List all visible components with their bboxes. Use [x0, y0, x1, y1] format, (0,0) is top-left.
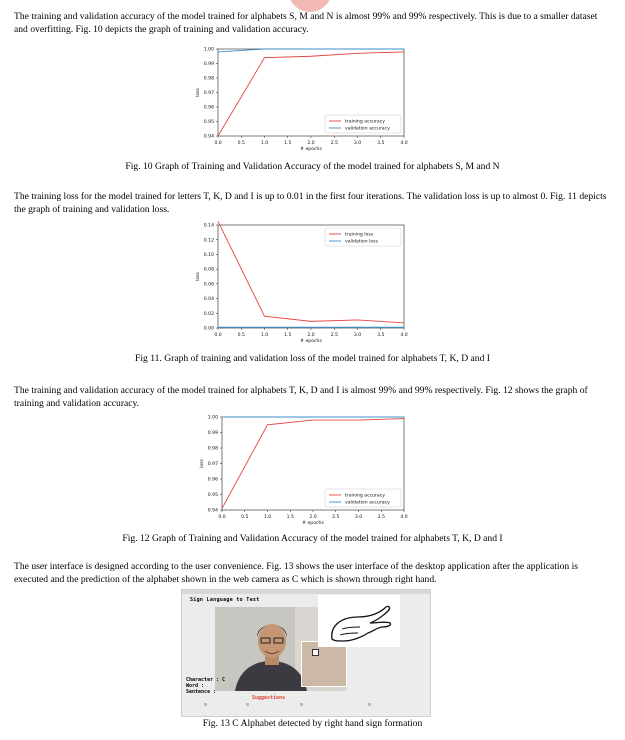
- paragraph-2: The training loss for the model trained for letters T, K, D and I is up to 0.01 in the first four iterations. The validation loss is up to almost 0. Fig. 11 depicts the graph of training and validation loss.: [14, 191, 607, 215]
- caption-fig12: Fig. 12 Graph of Training and Validation Accuracy of the model trained for alphabets T, K, D and I: [122, 533, 503, 544]
- y-tick-label: 1.00: [207, 415, 218, 421]
- x-tick-label: 0.5: [237, 333, 245, 338]
- x-tick-label: 2.5: [330, 333, 338, 338]
- suggestion-button-2[interactable]: [246, 703, 249, 706]
- y-tick-label: 0.96: [203, 105, 214, 111]
- y-tick-label: 0.14: [203, 223, 214, 229]
- app-screenshot: [181, 589, 431, 717]
- suggestions-label: Suggestions: [252, 695, 286, 701]
- y-tick-label: 0.97: [207, 462, 218, 468]
- x-tick-label: 2.5: [330, 141, 338, 146]
- y-tick-label: 0.97: [203, 91, 214, 97]
- x-axis-label: # epochs: [300, 339, 322, 344]
- x-tick-label: 1.0: [263, 515, 272, 520]
- paragraph-3: The training and validation accuracy of the model trained for alphabets T, K, D and I is almost 99% and 99% respectively. Fig. 12 shows the graph of training and validation accuracy.: [14, 385, 588, 409]
- x-tick-label: 0.0: [218, 515, 226, 520]
- x-tick-label: 2.0: [307, 333, 315, 338]
- app-titlebar: [182, 590, 430, 594]
- hand-roi-box: [301, 641, 347, 687]
- caption-fig10: Fig. 10 Graph of Training and Validation Accuracy of the model trained for alphabets S, M and N: [125, 161, 500, 172]
- suggestion-button-1[interactable]: [204, 703, 207, 706]
- x-tick-label: 1.0: [260, 333, 269, 338]
- x-axis-label: # epochs: [302, 521, 324, 526]
- x-tick-label: 0.0: [214, 141, 222, 146]
- y-tick-label: 0.94: [203, 134, 214, 140]
- y-axis-label: loss: [200, 459, 205, 468]
- y-tick-label: 0.98: [207, 446, 218, 452]
- x-tick-label: 4.0: [400, 333, 408, 338]
- suggestion-button-3[interactable]: [300, 703, 303, 706]
- legend-label: validation accuracy: [345, 500, 390, 506]
- x-tick-label: 0.5: [241, 515, 249, 520]
- chart-fig10: [190, 44, 430, 162]
- legend-label: validation accuracy: [345, 126, 390, 132]
- x-tick-label: 1.5: [284, 333, 292, 338]
- y-tick-label: 0.04: [203, 297, 214, 303]
- paragraph-4: The user interface is designed according to the user convenience. Fig. 13 shows the user interface of the desktop application after the application is executed and the prediction of the alphabet shown in the web camera as C which is shown through right hand.: [14, 561, 578, 585]
- character-label: Character :: [186, 677, 220, 683]
- x-tick-label: 3.0: [353, 333, 362, 338]
- chart-fig11: [190, 220, 430, 354]
- word-label: Word :: [186, 683, 205, 689]
- x-tick-label: 4.0: [400, 515, 408, 520]
- suggestion-button-4[interactable]: [368, 703, 371, 706]
- x-tick-label: 3.0: [354, 515, 363, 520]
- y-tick-label: 1.00: [203, 47, 214, 53]
- y-tick-label: 0.99: [207, 431, 218, 437]
- x-tick-label: 2.0: [309, 515, 317, 520]
- y-tick-label: 0.02: [203, 311, 214, 317]
- character-value: C: [222, 677, 226, 683]
- paragraph-1: The training and validation accuracy of the model trained for alphabets S, M and N is almost 99% and 99% respectively. This is due to a smaller dataset and overfitting. Fig. 10 depicts the graph of training and validation accuracy.: [14, 11, 598, 35]
- sentence-label: Sentence :: [186, 689, 217, 695]
- x-tick-label: 0.5: [237, 141, 245, 146]
- x-tick-label: 1.0: [260, 141, 269, 146]
- x-axis-label: # epochs: [300, 147, 322, 152]
- x-tick-label: 4.0: [400, 141, 408, 146]
- y-tick-label: 0.96: [207, 477, 218, 483]
- y-tick-label: 0.95: [207, 493, 218, 499]
- y-tick-label: 0.12: [203, 238, 214, 244]
- y-axis-label: loss: [196, 88, 201, 97]
- x-tick-label: 3.0: [353, 141, 362, 146]
- legend-label: training loss: [345, 232, 374, 238]
- x-tick-label: 0.0: [214, 333, 222, 338]
- y-axis-label: loss: [196, 272, 201, 281]
- x-tick-label: 3.5: [377, 515, 385, 520]
- y-tick-label: 0.00: [203, 326, 214, 332]
- chart-fig12: [194, 412, 430, 530]
- legend-label: training accuracy: [345, 493, 385, 499]
- y-tick-label: 0.08: [203, 267, 214, 273]
- hand-sign-preview: [318, 595, 400, 647]
- x-tick-label: 1.5: [286, 515, 294, 520]
- x-tick-label: 3.5: [377, 141, 385, 146]
- y-tick-label: 0.94: [207, 508, 218, 514]
- legend-label: training accuracy: [345, 119, 385, 125]
- app-title: Sign Language to Text: [190, 597, 260, 603]
- y-tick-label: 0.98: [203, 76, 214, 82]
- y-tick-label: 0.10: [203, 253, 214, 259]
- y-tick-label: 0.99: [203, 62, 214, 68]
- caption-fig11: Fig 11. Graph of training and validation loss of the model trained for alphabets T, K, D and I: [135, 353, 490, 364]
- caption-fig13: Fig. 13 C Alphabet detected by right hand sign formation: [202, 718, 423, 729]
- y-tick-label: 0.06: [203, 282, 214, 288]
- y-tick-label: 0.95: [203, 120, 214, 126]
- x-tick-label: 3.5: [377, 333, 385, 338]
- character-marker: [312, 649, 319, 656]
- x-tick-label: 2.5: [332, 515, 340, 520]
- x-tick-label: 2.0: [307, 141, 315, 146]
- x-tick-label: 1.5: [284, 141, 292, 146]
- legend-label: validation loss: [345, 239, 378, 245]
